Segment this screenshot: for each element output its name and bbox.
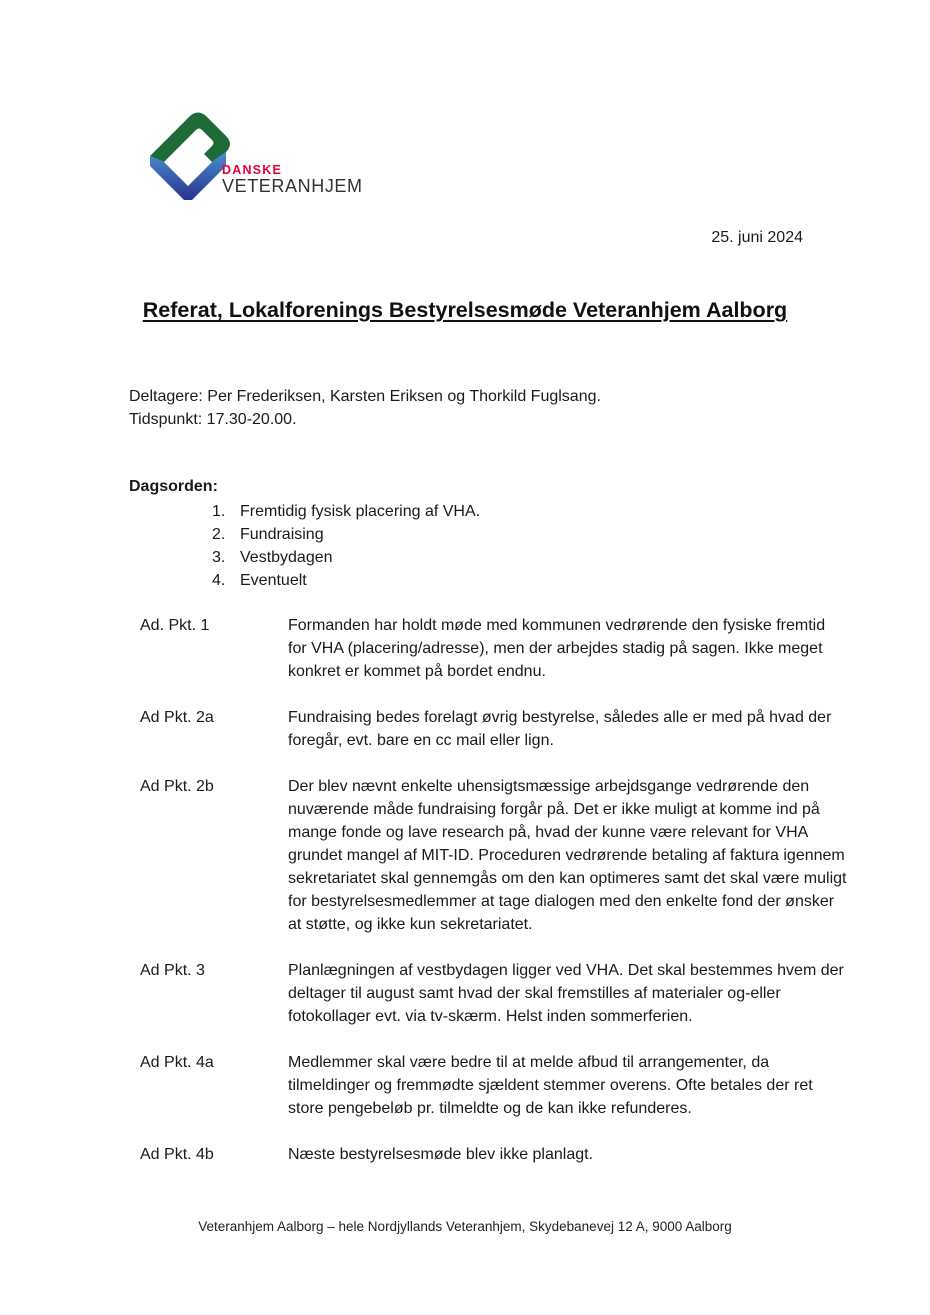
- agenda-item-number: 2.: [212, 526, 226, 543]
- minute-item: [140, 614, 860, 683]
- agenda-item-text: Vestbydagen: [240, 549, 333, 566]
- agenda-item: [212, 546, 480, 569]
- minute-label: Ad Pkt. 4b: [140, 1146, 214, 1163]
- agenda-item: [212, 523, 480, 546]
- minute-label: Ad Pkt. 2b: [140, 778, 214, 795]
- logo-veteranhjem-text: VETERANHJEM: [222, 176, 363, 196]
- minute-label: Ad Pkt. 2a: [140, 709, 214, 726]
- document-title: [0, 298, 930, 323]
- document-title-text: Referat, Lokalforenings Bestyrelsesmøde Veteranhjem Aalborg: [142, 298, 788, 322]
- minute-label: Ad Pkt. 3: [140, 962, 205, 979]
- minute-text: Medlemmer skal være bedre til at melde afbud til arrangementer, da tilmeldinger og fremmødte sjældent stemmer overens. Ofte betales der ret store pengebeløb pr. tilmeldte og de kan ikke refunderes.: [288, 1054, 813, 1117]
- agenda-item-text: Fundraising: [240, 526, 324, 543]
- minute-item: [140, 959, 860, 1028]
- logo-danske-text: DANSKE: [222, 163, 282, 177]
- minute-label: Ad. Pkt. 1: [140, 617, 210, 634]
- agenda-item: [212, 569, 480, 592]
- agenda-item-number: 4.: [212, 572, 226, 589]
- meeting-meta: [129, 385, 601, 431]
- minute-item: [140, 706, 860, 752]
- minute-text: Planlægningen af vestbydagen ligger ved VHA. Det skal bestemmes hvem der deltager til august samt hvad der skal fremstilles af materialer og-eller fotokollager evt. via tv-skærm. Helst inden sommerferien.: [288, 962, 844, 1025]
- agenda-heading: Dagsorden:: [129, 478, 218, 495]
- minute-text: Fundraising bedes forelagt øvrig bestyrelse, således alle er med på hvad der foregår, evt. bare en cc mail eller lign.: [288, 709, 832, 749]
- minute-item: [140, 1143, 860, 1166]
- minute-item: [140, 1051, 860, 1120]
- page-footer: Veteranhjem Aalborg – hele Nordjyllands Veteranhjem, Skydebanevej 12 A, 9000 Aalborg: [198, 1219, 732, 1234]
- participants: Deltagere: Per Frederiksen, Karsten Eriksen og Thorkild Fuglsang.: [129, 388, 601, 405]
- agenda-item-text: Eventuelt: [240, 572, 307, 589]
- minute-text: Der blev nævnt enkelte uhensigtsmæssige arbejdsgange vedrørende den nuværende måde fundraising forgår på. Det er ikke muligt at komme ind på mange fonde og lave research på, hvad der kunne være relevant for VHA grundet mangel af MIT-ID. Proceduren vedrørende betaling af faktura igennem sekretariatet skal gennemgås om den kan optimeres samt det skal være muligt for bestyrelsesmedlemmer at tage dialogen med den enkelte fond der ønsker at støtte, og ikke kun sekretariatet.: [288, 778, 847, 933]
- meeting-time: Tidspunkt: 17.30-20.00.: [129, 411, 297, 428]
- danske-veteranhjem-logo: [148, 110, 368, 200]
- minute-label: Ad Pkt. 4a: [140, 1054, 214, 1071]
- agenda-list: [212, 500, 480, 592]
- minutes-list: [140, 614, 860, 1189]
- minute-text: Næste bestyrelsesmøde blev ikke planlagt.: [288, 1146, 594, 1163]
- agenda-item-number: 1.: [212, 503, 226, 520]
- minute-text: Formanden har holdt møde med kommunen vedrørende den fysiske fremtid for VHA (placering/adresse), men der arbejdes stadig på sagen. Ikke meget konkret er kommet på bordet endnu.: [288, 617, 826, 680]
- agenda-item-number: 3.: [212, 549, 226, 566]
- agenda-item: [212, 500, 480, 523]
- agenda-item-text: Fremtidig fysisk placering af VHA.: [240, 503, 481, 520]
- minute-item: [140, 775, 860, 936]
- document-date: 25. juni 2024: [711, 229, 803, 246]
